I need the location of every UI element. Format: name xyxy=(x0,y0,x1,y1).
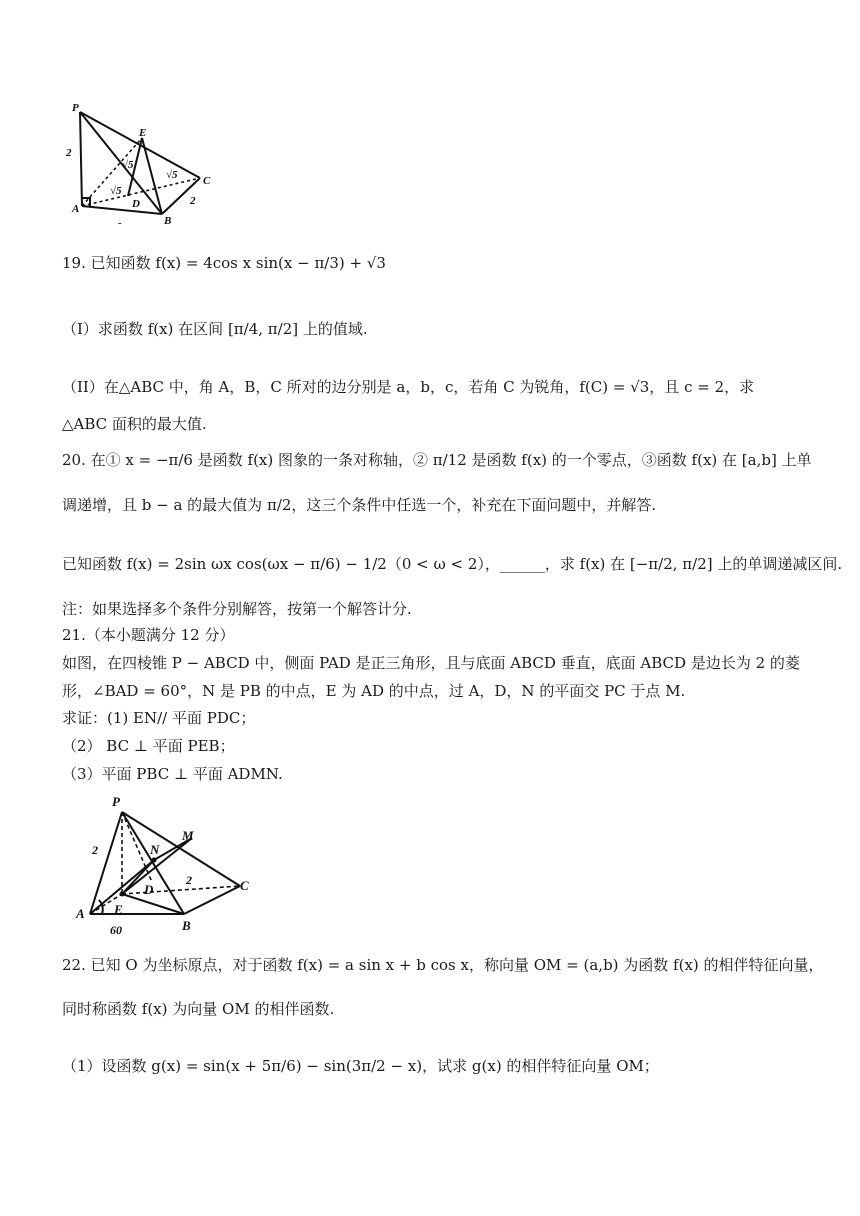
point-label-a: A xyxy=(76,906,85,921)
point-label-p: P xyxy=(72,102,79,114)
point-label-b: B xyxy=(182,918,191,933)
edge-label-dc: 2 xyxy=(186,873,192,887)
angle-label: 60 xyxy=(110,923,122,937)
figure-2-pyramid xyxy=(72,790,262,938)
q21-proof1: 求证：(1) EN// 平面 PDC； xyxy=(62,709,256,727)
point-label-c: C xyxy=(240,878,249,893)
q19-stem: 19. 已知函数 f(x) = 4cos x sin(x − π/3) + √3 xyxy=(62,254,386,272)
q22-line1: 22. 已知 O 为坐标原点，对于函数 f(x) = a sin x + b cos x，称向量 OM = (a,b) 为函数 f(x) 的相伴特征向量， xyxy=(62,956,824,974)
figure-1-pyramid xyxy=(62,98,232,230)
q20-note: 注：如果选择多个条件分别解答，按第一个解答计分. xyxy=(62,600,412,618)
q19-part2-line1: （II）在△ABC 中，角 A，B，C 所对的边分别是 a，b，c，若角 C 为锐角，f(C) = √3，且 c = 2，求 xyxy=(62,378,755,396)
q21-title: 21.（本小题满分 12 分） xyxy=(62,626,235,644)
q20-line3: 已知函数 f(x) = 2sin ωx cos(ωx − π/6) − 1/2（0 < ω < 2），______，求 f(x) 在 [−π/2, π/2] 上的单调递减区间. xyxy=(62,555,843,573)
q21-proof3: （3）平面 PBC ⊥ 平面 ADMN. xyxy=(62,765,283,783)
point-label-d: D xyxy=(144,882,154,897)
point-label-p: P xyxy=(112,794,120,809)
q21-line2: 形，∠BAD = 60°，N 是 PB 的中点，E 为 AD 的中点，过 A，D，N 的平面交 PC 于点 M. xyxy=(62,682,686,700)
edge-label-ad: √5 xyxy=(110,185,122,197)
point-label-c: C xyxy=(203,175,211,187)
point-label-n: N xyxy=(150,842,160,857)
point-label-e: E xyxy=(139,127,147,139)
edge-label-ec: √5 xyxy=(122,159,134,171)
q19-part1: （Ⅰ）求函数 f(x) 在区间 [π/4, π/2] 上的值域. xyxy=(62,320,368,338)
point-label-a: A xyxy=(72,203,80,215)
q20-line1: 20. 在① x = −π/6 是函数 f(x) 图象的一条对称轴，② π/12 是函数 f(x) 的一个零点，③函数 f(x) 在 [a,b] 上单 xyxy=(62,451,812,469)
point-label-d: D xyxy=(132,198,140,210)
q22-line2: 同时称函数 f(x) 为向量 OM 的相伴函数. xyxy=(62,1000,335,1018)
point-label-m: M xyxy=(182,828,194,843)
edge-label-ab: - xyxy=(118,217,122,229)
point-label-b: B xyxy=(164,215,172,227)
q21-line1: 如图，在四棱锥 P − ABCD 中，侧面 PAD 是正三角形，且与底面 ABCD 垂直，底面 ABCD 是边长为 2 的菱 xyxy=(62,654,800,672)
q19-part2-line2: △ABC 面积的最大值. xyxy=(62,415,207,433)
edge-label-pa: 2 xyxy=(66,147,72,159)
edge-label-cb: 2 xyxy=(190,195,196,207)
edge-label-bc: √5 xyxy=(166,169,178,181)
q22-part1: （1）设函数 g(x) = sin(x + 5π/6) − sin(3π/2 − x)，试求 g(x) 的相伴特征向量 OM； xyxy=(62,1057,659,1075)
point-label-e: E xyxy=(114,902,123,917)
edge-label-pa: 2 xyxy=(92,843,98,857)
q21-proof2: （2） BC ⊥ 平面 PEB； xyxy=(62,737,235,755)
q20-line2: 调递增，且 b − a 的最大值为 π/2，这三个条件中任选一个，补充在下面问题中，并解答. xyxy=(62,496,657,514)
